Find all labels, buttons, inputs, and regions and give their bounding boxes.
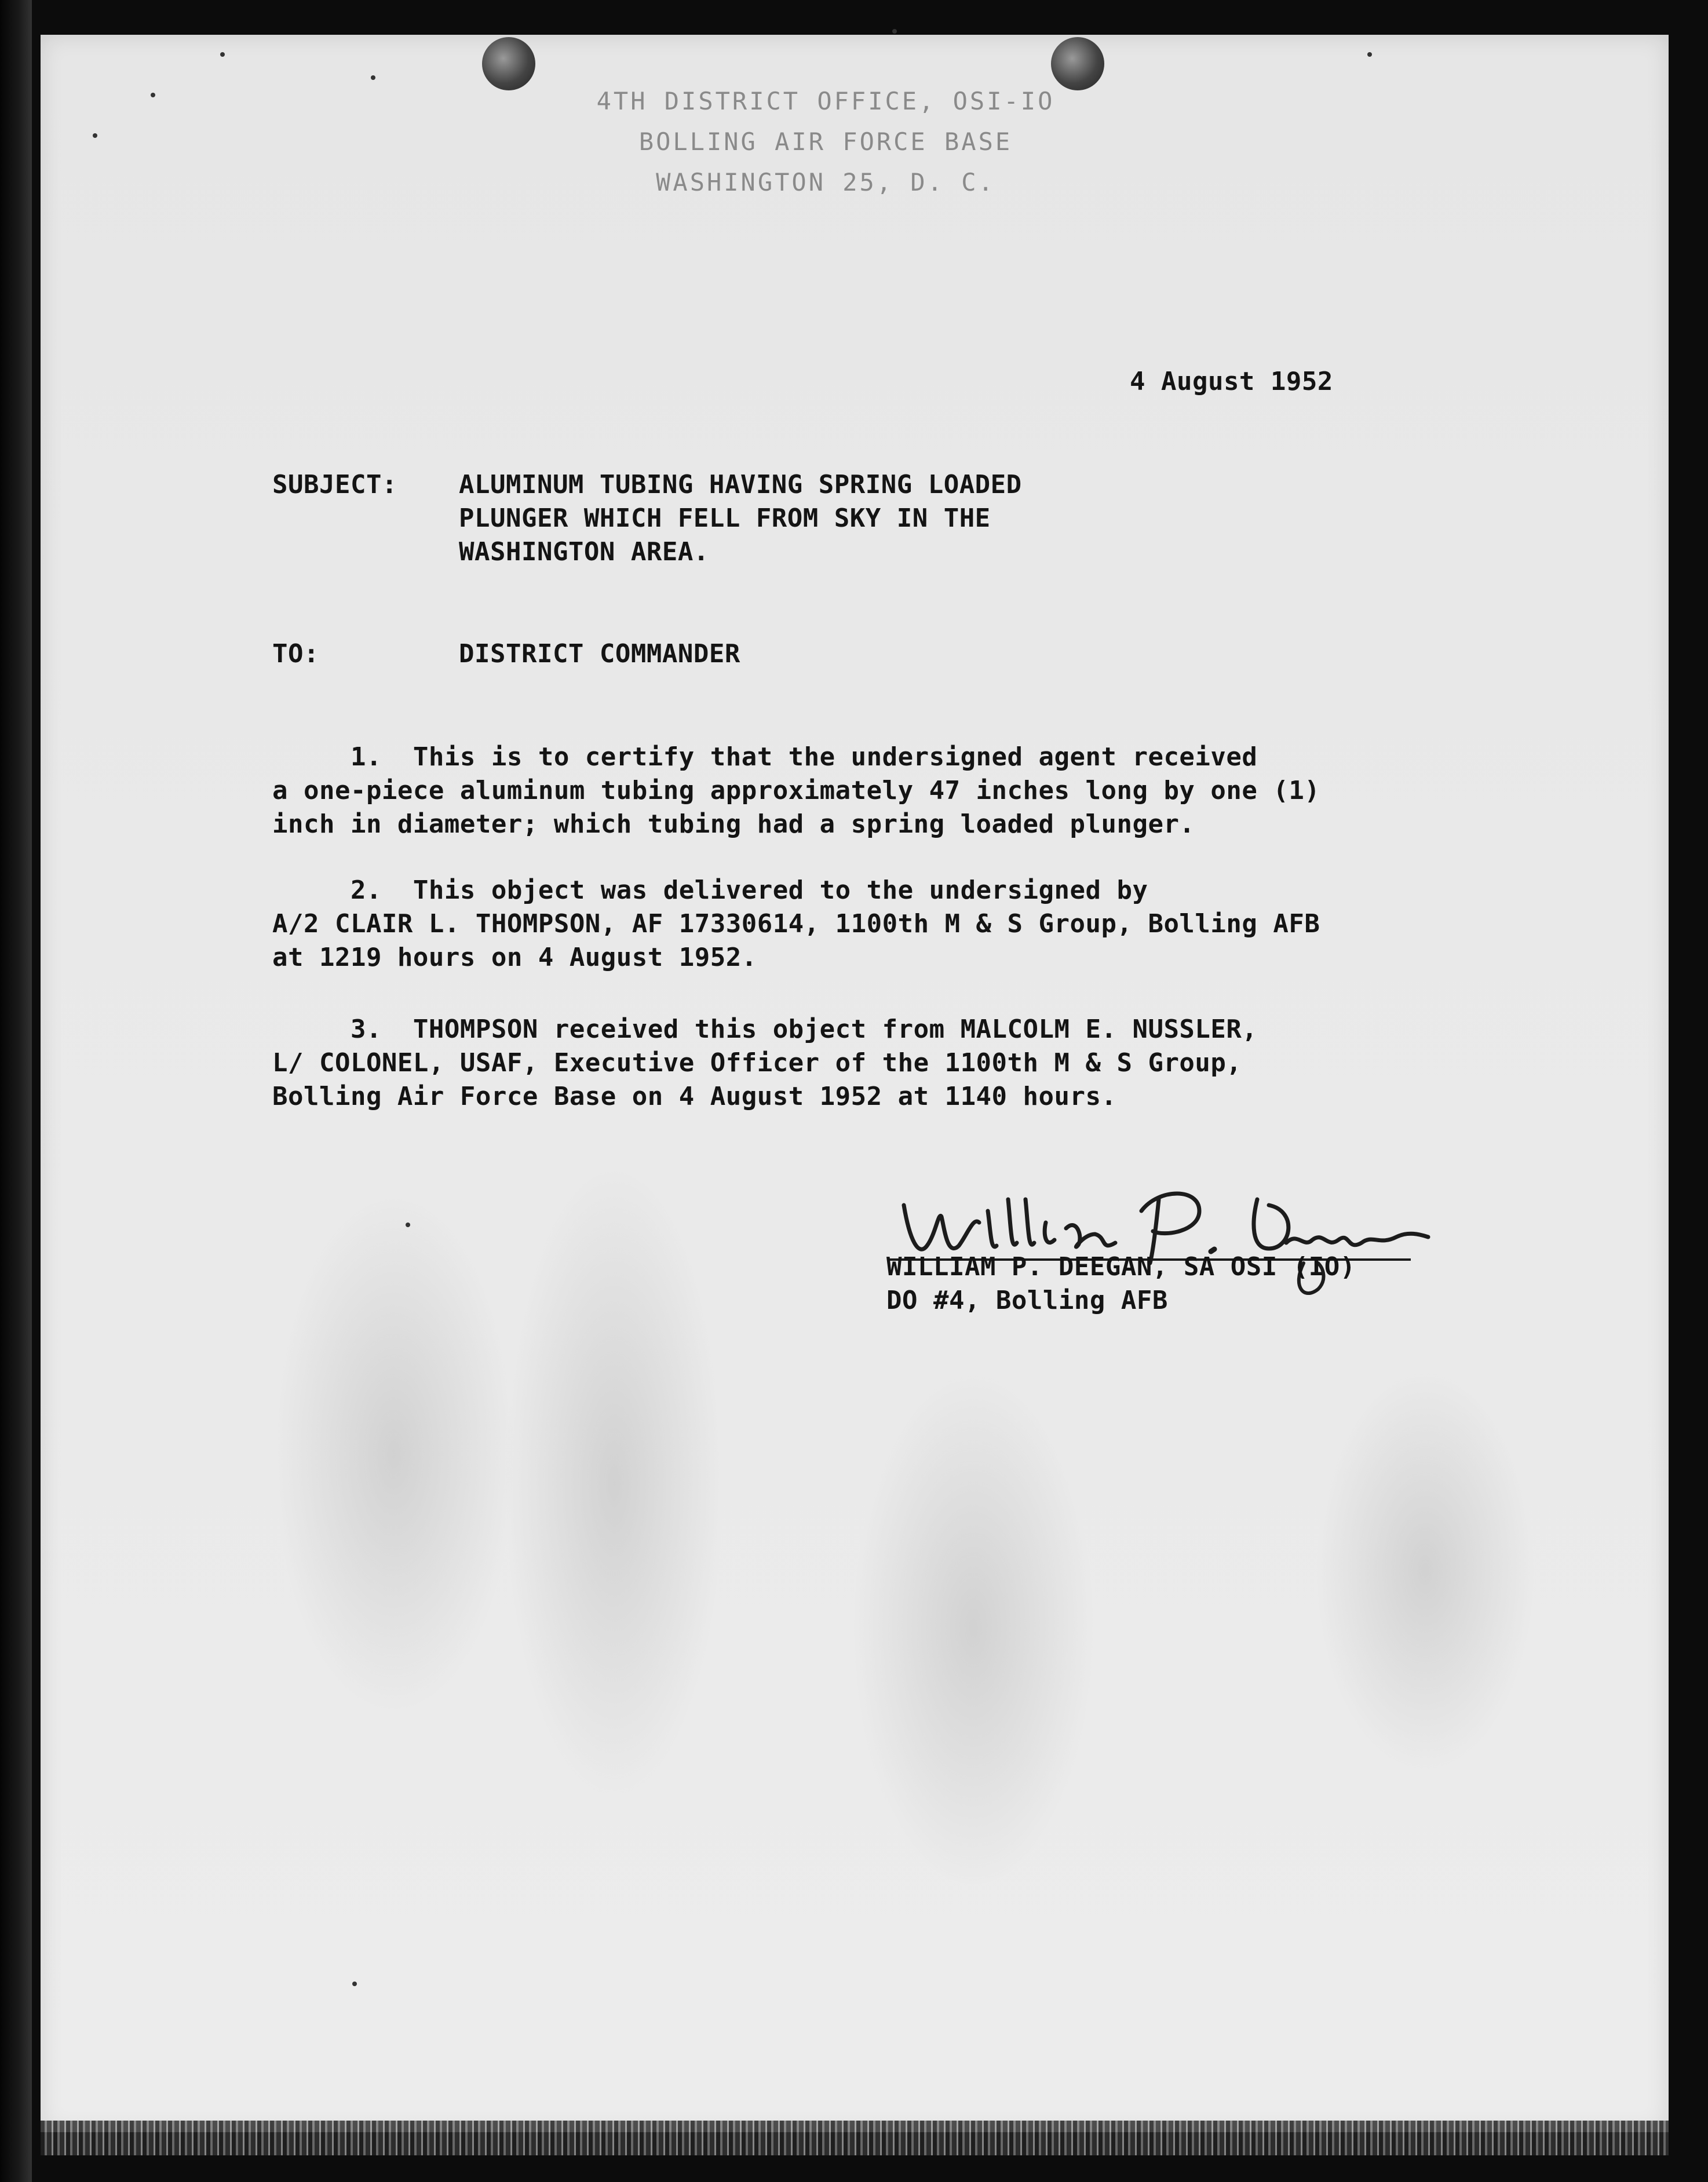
speck (93, 133, 97, 138)
subject-label: SUBJECT: (272, 470, 397, 499)
speck (406, 1223, 410, 1227)
scan-left-edge (0, 0, 32, 2182)
paragraph-2-line-3: at 1219 hours on 4 August 1952. (272, 943, 757, 972)
paragraph-2-line-2: A/2 CLAIR L. THOMPSON, AF 17330614, 1100th M & S Group, Bolling AFB (272, 909, 1320, 939)
speck (1367, 52, 1372, 57)
to-label: TO: (272, 639, 319, 669)
subject-line-3: WASHINGTON AREA. (459, 537, 709, 567)
document-date: 4 August 1952 (1130, 367, 1333, 396)
letterhead-line-1: 4TH DISTRICT OFFICE, OSI-IO (596, 87, 1055, 115)
smudge (1315, 1367, 1535, 1773)
paragraph-3-line-2: L/ COLONEL, USAF, Executive Officer of the 1100th M & S Group, (272, 1048, 1242, 1078)
smudge (504, 1165, 724, 1802)
smudge (852, 1367, 1095, 1889)
speck (220, 52, 225, 57)
speck (371, 75, 375, 80)
speck (892, 29, 897, 34)
signer-office-line: DO #4, Bolling AFB (886, 1286, 1168, 1315)
subject-line-2: PLUNGER WHICH FELL FROM SKY IN THE (459, 503, 991, 533)
smudge (272, 1194, 516, 1715)
paragraph-3-line-3: Bolling Air Force Base on 4 August 1952 at 1140 hours. (272, 1082, 1117, 1111)
paragraph-1-line-1: 1. This is to certify that the undersigned agent received (272, 742, 1258, 772)
signer-name-line: WILLIAM P. DEEGAN, SA OSI (IO) (886, 1252, 1356, 1282)
letterhead-line-3: WASHINGTON 25, D. C. (656, 168, 995, 196)
paragraph-3-line-1: 3. THOMPSON received this object from MALCOLM E. NUSSLER, (272, 1015, 1258, 1044)
speck (151, 93, 155, 97)
punch-hole-right (1051, 37, 1104, 90)
speck (352, 1982, 357, 1986)
scan-bottom-edge (41, 2121, 1669, 2155)
subject-line-1: ALUMINUM TUBING HAVING SPRING LOADED (459, 470, 1022, 499)
paragraph-1-line-2: a one-piece aluminum tubing approximately 47 inches long by one (1) (272, 776, 1320, 805)
paragraph-2-line-1: 2. This object was delivered to the undersigned by (272, 875, 1148, 905)
paragraph-1-line-3: inch in diameter; which tubing had a spring loaded plunger. (272, 809, 1195, 839)
to-value: DISTRICT COMMANDER (459, 639, 740, 669)
punch-hole-left (482, 37, 535, 90)
letterhead-line-2: BOLLING AIR FORCE BASE (638, 127, 1013, 156)
